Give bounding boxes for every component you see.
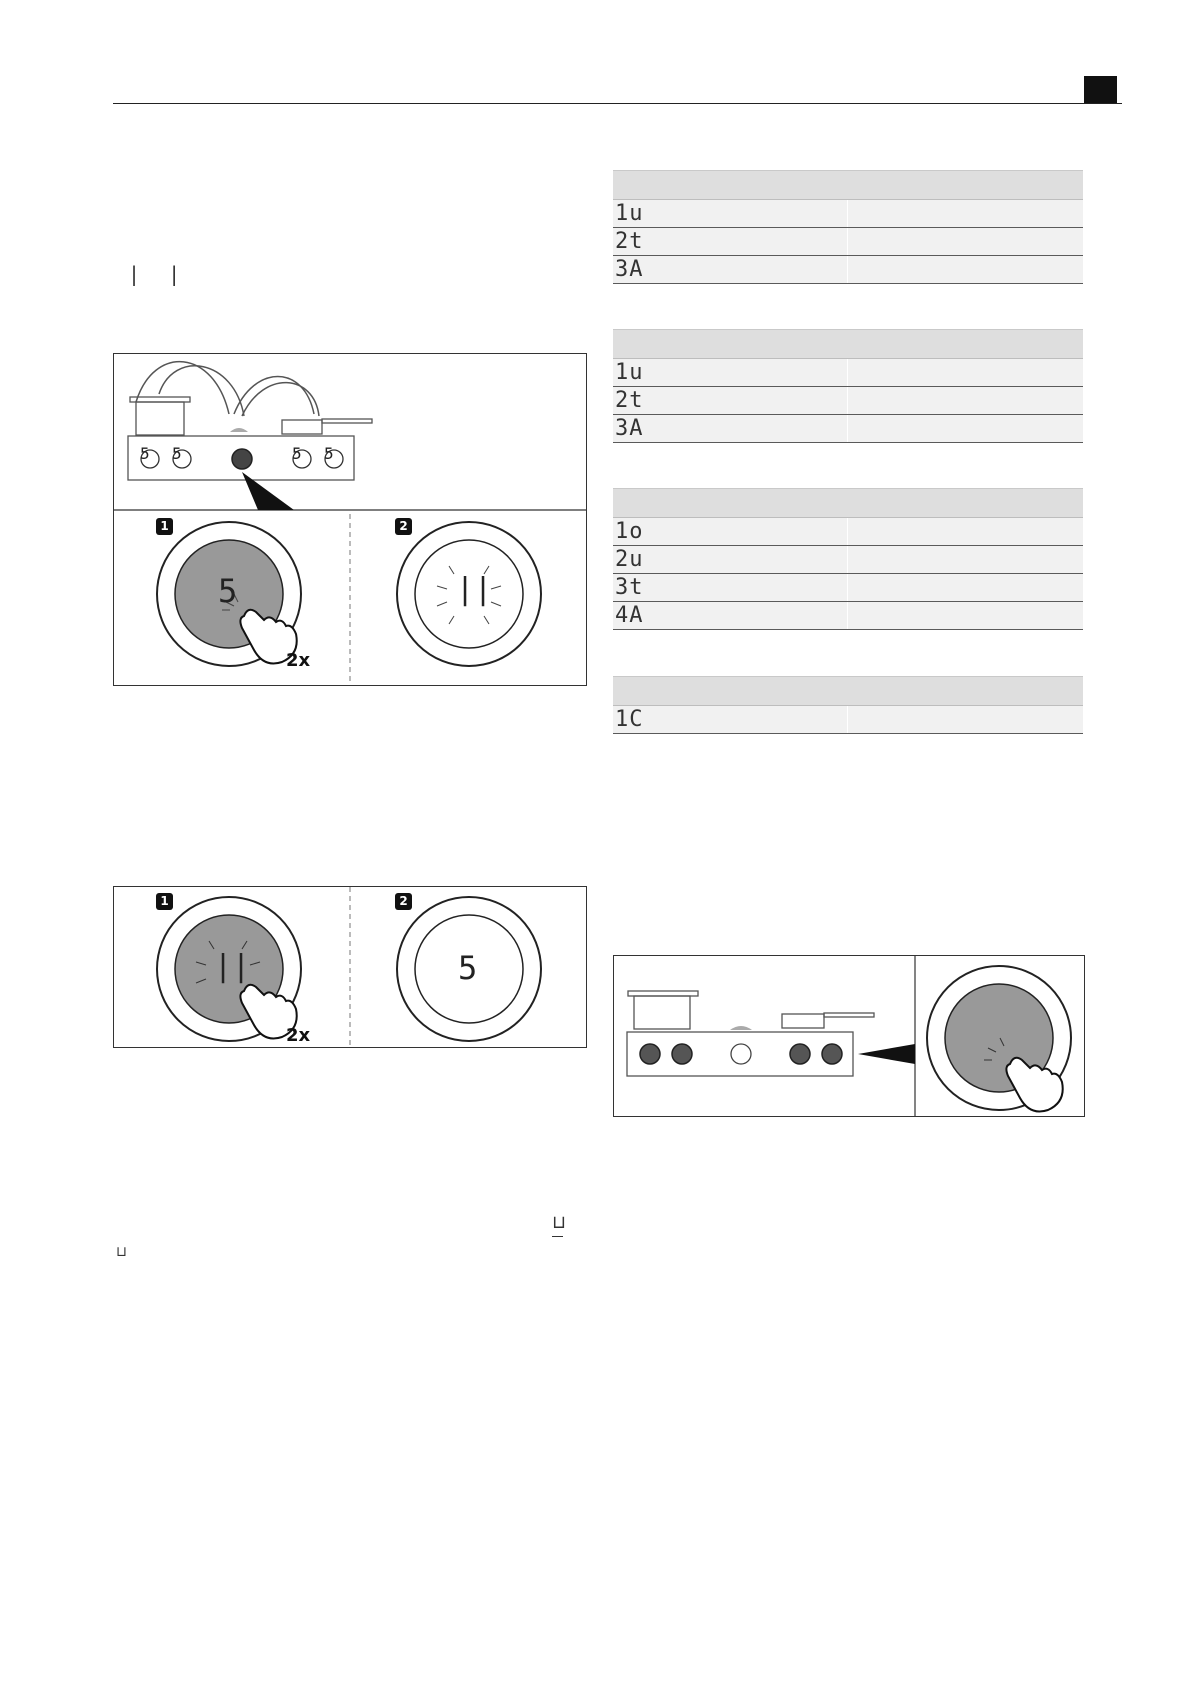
page-tab-marker [1084,76,1117,103]
step-badge-1: 1 [156,518,173,535]
table-row [613,387,1083,415]
knob-value-1: 5 [140,444,150,463]
step-badge-2: 2 [395,893,412,910]
display-value-step1: 5 [218,572,238,610]
figure-cooktop-separate-zones [113,886,587,1048]
table-row [613,574,1083,602]
segment-symbol-inline: | | [128,262,189,286]
header-rule [113,103,1122,104]
table-4 [613,676,1083,734]
level-code: 2t [615,229,644,254]
table-2 [613,329,1083,443]
cooktop-select-illustration [614,956,1084,1116]
table-row [613,518,1083,546]
knob-value-4: 5 [324,444,334,463]
table-row [613,228,1083,256]
level-code: 2u [615,547,644,572]
display-value-step1-blinking: || [214,949,251,984]
press-count-label: 2x [286,650,311,671]
level-code: 2t [615,388,644,413]
table-3 [613,488,1083,630]
level-code: 1C [615,707,644,732]
table-row [613,602,1083,630]
level-code: 3A [615,416,644,441]
table-header [613,329,1083,359]
table-header [613,676,1083,706]
knob-value-3: 5 [292,444,302,463]
level-code: 3t [615,575,644,600]
table-header [613,488,1083,518]
table-row [613,256,1083,284]
table-1 [613,170,1083,284]
table-row [613,200,1083,228]
cooktop-illustration [114,354,586,685]
display-value-step2: 5 [458,949,478,987]
table-header [613,170,1083,200]
level-code: 1u [615,360,644,385]
display-value-step2-blinking: || [456,572,493,607]
knob-illustration [114,887,586,1047]
table-row [613,546,1083,574]
step-badge-1: 1 [156,893,173,910]
level-code: 1o [615,519,644,544]
knob-value-2: 5 [172,444,182,463]
symbol-underline [552,1236,563,1237]
level-code: 3A [615,257,644,282]
symbol-u-underlined: ⊔ [552,1212,567,1233]
figure-cooktop-zone-select [613,955,1085,1117]
level-code: 1u [615,201,644,226]
figure-cooktop-combine-zones [113,353,587,686]
level-code: 4A [615,603,644,628]
table-row [613,415,1083,443]
step-badge-2: 2 [395,518,412,535]
symbol-u: ⊔ [116,1244,127,1260]
table-row [613,359,1083,387]
table-row [613,706,1083,734]
press-count-label: 2x [286,1025,311,1046]
